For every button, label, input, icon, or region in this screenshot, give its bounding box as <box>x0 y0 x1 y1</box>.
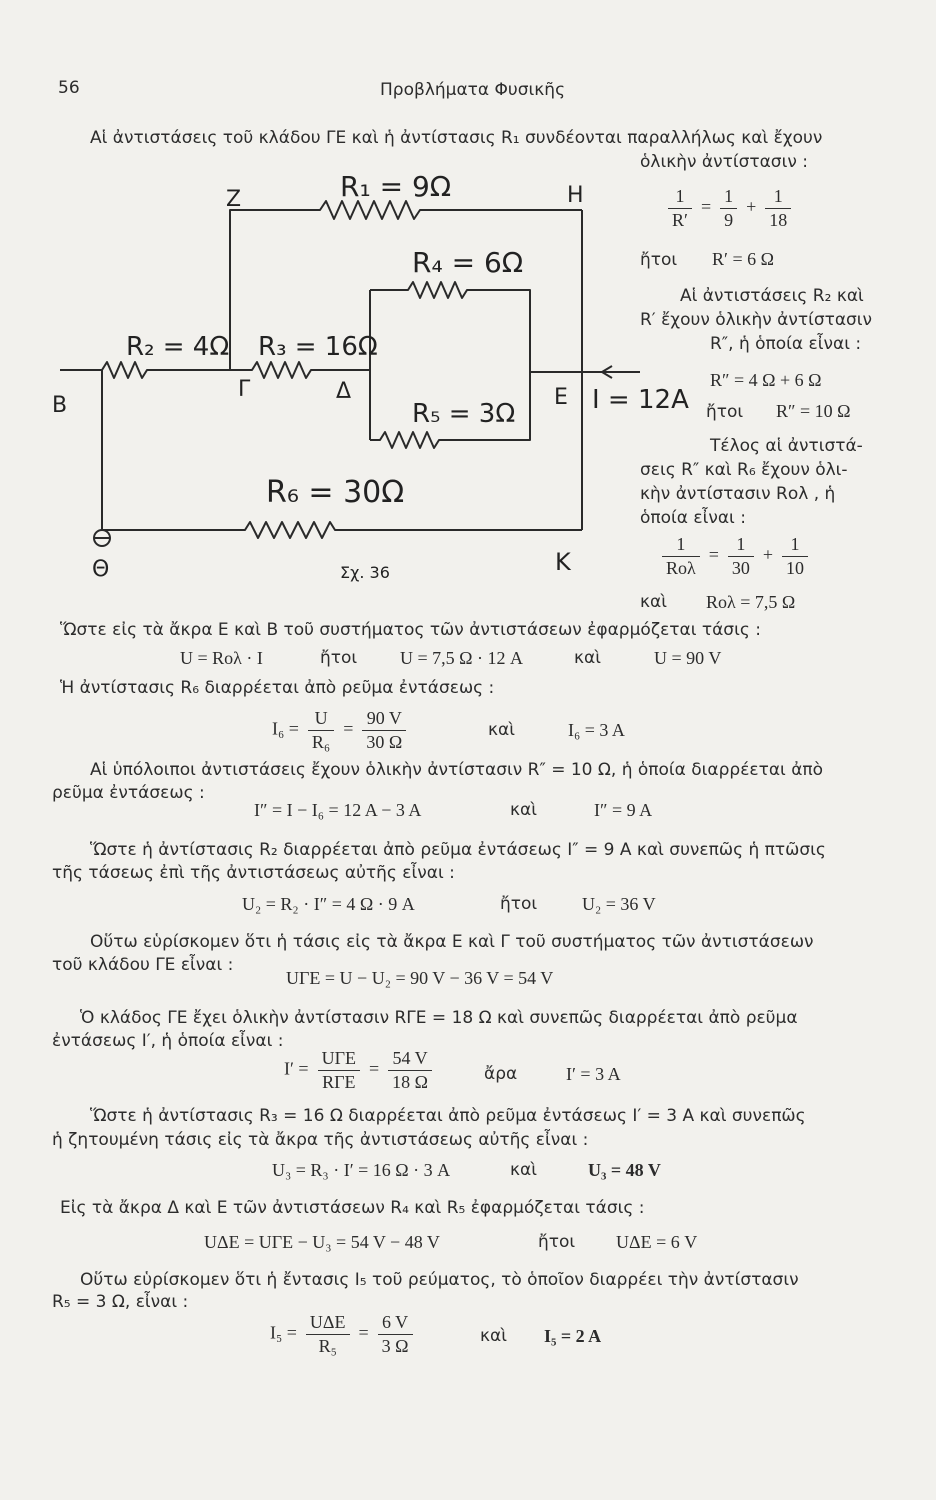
eq-u-de: UΔΕ = UΓΕ − U₃ = 54 V − 48 V <box>204 1232 440 1252</box>
eq-i6: I₆ = $\frac{U}{\text{R₆}}$ = $\frac{90 V}{30 \Omega}$ <box>272 708 406 753</box>
body-line-8: τοῦ κλάδου ΓΕ εἶναι : <box>52 955 234 975</box>
node-z: Z <box>226 187 242 212</box>
eq-i-dd: I″ = I − I₆ = 12 A − 3 A <box>254 800 422 820</box>
eq-u-a: U = Rολ · I <box>180 648 263 668</box>
eq-r-total: 1 Rολ = $\frac{1}{30}$ + $\frac{1}{10}$ <box>662 534 808 579</box>
eq-u3-result: U₃ = 48 V <box>588 1160 661 1180</box>
body-line-4: ρεῦμα ἐντάσεως : <box>52 783 205 803</box>
eq-u-de-k: ἤτοι <box>538 1232 576 1252</box>
intro-line-2: ὁλικὴν ἀντίστασιν : <box>640 152 808 172</box>
node-d: Δ <box>336 379 352 404</box>
result-r-prime: R′ = 6 Ω <box>712 249 774 269</box>
eq-u-ge: UΓΕ = U − U₂ = 90 V − 36 V = 54 V <box>286 968 554 988</box>
para2-line3: R″, ἡ ὁποία εἶναι : <box>710 334 862 354</box>
wire-r1 <box>230 201 582 219</box>
node-g: Γ <box>238 377 251 402</box>
wire-r4 <box>370 282 530 372</box>
eq-u2-result: U₂ = 36 V <box>582 894 656 914</box>
eq-i5: I₅ = UΔΕ R₅ = $\frac{6 V}{3 \Omega}$ <box>270 1312 413 1357</box>
eq-parallel-r1: $\frac{1}{R'}$ = $\frac{1}{9}$ + $\frac{1}{18}$ <box>668 186 791 231</box>
eq-i6-k: καὶ <box>488 720 515 740</box>
result-r-double-prefix: ἤτοι <box>706 402 744 422</box>
label-r5: R₅ = 3Ω <box>412 399 516 429</box>
body-line-2: Ἡ ἀντίστασις R₆ διαρρέεται ἀπὸ ρεῦμα ἐντάσεως : <box>60 678 495 698</box>
eq-i5-result: I₅ = 2 A <box>544 1326 602 1346</box>
label-r1: R₁ = 9Ω <box>340 170 452 203</box>
body-line-7: Οὕτω εὑρίσκομεν ὅτι ἡ τάσις εἰς τὰ ἄκρα Ε καὶ Γ τοῦ συστήματος τῶν ἀντιστάσεων <box>90 932 814 952</box>
eq-i-prime-result: I′ = 3 A <box>566 1064 621 1084</box>
eq-i-dd-result: I″ = 9 A <box>594 800 653 820</box>
eq-i-prime: I′ = UΓΕ RΓΕ = $\frac{54 V}{18 \Omega}$ <box>284 1048 432 1093</box>
para3-line4: ὁποία εἶναι : <box>640 508 746 528</box>
current-arrow <box>602 366 640 378</box>
node-k: K <box>555 548 571 576</box>
eq-u-de-result: UΔΕ = 6 V <box>616 1232 698 1252</box>
eq-u-c: U = 7,5 Ω · 12 A <box>400 648 524 668</box>
label-r4: R₄ = 6Ω <box>412 246 524 279</box>
node-h: H <box>567 183 584 208</box>
label-r6: R₆ = 30Ω <box>266 475 405 510</box>
body-line-13: Εἰς τὰ ἄκρα Δ καὶ Ε τῶν ἀντιστάσεων R₄ καὶ R₅ ἐφαρμόζεται τάσις : <box>60 1198 645 1218</box>
eq-u-e: U = 90 V <box>654 648 722 668</box>
body-line-14: Οὕτω εὑρίσκομεν ὅτι ἡ ἔντασις I₅ τοῦ ρεύματος, τὸ ὁποῖον διαρρέει τὴν ἀντίστασιν <box>80 1270 799 1290</box>
label-r3: R₃ = 16Ω <box>258 332 378 362</box>
label-r2: R₂ = 4Ω <box>126 332 230 362</box>
eq-i-prime-k: ἄρα <box>484 1064 518 1084</box>
eq-u3: U₃ = R₃ · I′ = 16 Ω · 3 A <box>272 1160 451 1180</box>
figure-caption: Σχ. 36 <box>340 563 390 582</box>
eq-u-b: ἤτοι <box>320 648 358 668</box>
body-line-5: Ὥστε ἡ ἀντίστασις R₂ διαρρέεται ἀπὸ ρεῦμα ἐντάσεως I″ = 9 A καὶ συνεπῶς ἡ πτῶσις <box>90 840 826 860</box>
body-line-3: Αἱ ὑπόλοιποι ἀντιστάσεις ἔχουν ὁλικὴν ἀντίστασιν R″ = 10 Ω, ἡ ὁποία διαρρέεται ἀπὸ <box>90 760 824 780</box>
wire-r2-r3 <box>60 362 370 378</box>
para3-line1: Τέλος αἱ ἀντιστά- <box>710 436 863 456</box>
node-e: E <box>554 385 568 410</box>
body-line-9: Ὁ κλάδος ΓΕ ἔχει ὁλικὴν ἀντίστασιν RΓΕ = 18 Ω καὶ συνεπῶς διαρρέεται ἀπὸ ρεῦμα <box>80 1008 798 1028</box>
eq-u-d: καὶ <box>574 648 601 668</box>
body-line-6: τῆς τάσεως ἐπὶ τῆς ἀντιστάσεως αὐτῆς εἶναι : <box>52 863 455 883</box>
body-line-11: Ὥστε ἡ ἀντίστασις R₃ = 16 Ω διαρρέεται ἀπὸ ρεῦμα ἐντάσεως I′ = 3 A καὶ συνεπῶς <box>90 1106 806 1126</box>
eq-i-dd-k: καὶ <box>510 800 537 820</box>
para2-line1: Αἱ ἀντιστάσεις R₂ καὶ <box>680 286 864 306</box>
result-r-prime-prefix: ἤτοι <box>640 250 678 270</box>
intro-line-1: Αἱ ἀντιστάσεις τοῦ κλάδου ΓΕ καὶ ἡ ἀντίστασις R₁ συνδέονται παραλλήλως καὶ ἔχουν <box>90 128 823 148</box>
body-line-12: ἡ ζητουμένη τάσις εἰς τὰ ἄκρα τῆς ἀντιστάσεως αὐτῆς εἶναι : <box>52 1130 589 1150</box>
eq-u2-k: ἤτοι <box>500 894 538 914</box>
eq-i5-k: καὶ <box>480 1326 507 1346</box>
body-line-1: Ὥστε εἰς τὰ ἄκρα Ε καὶ Β τοῦ συστήματος τῶν ἀντιστάσεων ἐφαρμόζεται τάσις : <box>60 620 761 640</box>
result-r-double: R″ = 10 Ω <box>776 401 851 421</box>
para2-line2: R′ ἔχουν ὁλικὴν ἀντίστασιν <box>640 310 873 330</box>
para3-line2: σεις R″ καὶ R₆ ἔχουν ὁλι- <box>640 460 848 480</box>
eq-i6-result: I₆ = 3 A <box>568 720 625 740</box>
body-line-10: ἐντάσεως I′, ἡ ὁποία εἶναι : <box>52 1031 284 1051</box>
result-r-total: Rολ = 7,5 Ω <box>706 592 796 612</box>
result-r-total-prefix: καὶ <box>640 592 667 612</box>
running-title: Προβλήματα Φυσικῆς <box>380 80 566 100</box>
para3-line3: κὴν ἀντίστασιν Rολ , ἡ <box>640 484 836 504</box>
body-line-15: R₅ = 3 Ω, εἶναι : <box>52 1292 189 1312</box>
eq-r-double-prime: R″ = 4 Ω + 6 Ω <box>710 370 822 390</box>
eq-u2: U₂ = R₂ · I″ = 4 Ω · 9 A <box>242 894 415 914</box>
label-current: I = 12A <box>592 385 689 415</box>
node-b: B <box>52 393 68 418</box>
page-number: 56 <box>58 78 80 98</box>
node-theta: Θ <box>92 557 110 582</box>
eq-u3-k: καὶ <box>510 1160 537 1180</box>
